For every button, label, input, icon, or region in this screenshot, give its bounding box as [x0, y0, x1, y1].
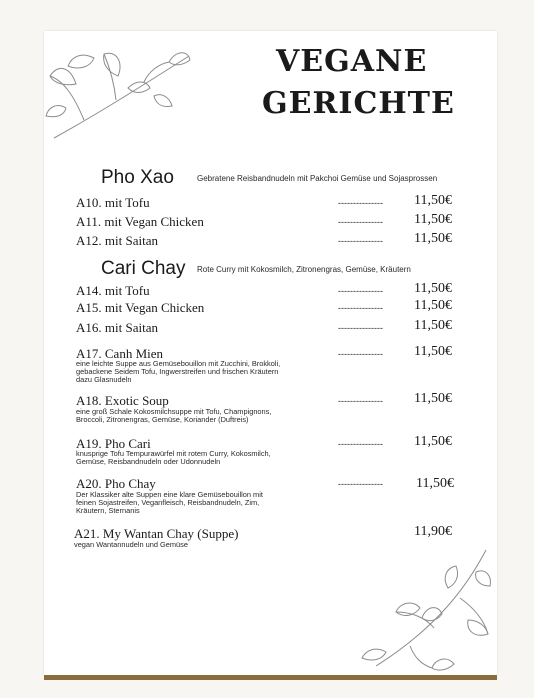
menu-item-price: 11,50€	[414, 391, 452, 406]
section-description: Gebratene Reisbandnudeln mit Pakchoi Gemüse und Sojasprossen	[197, 174, 438, 183]
menu-title-line2: GERICHTE	[262, 86, 455, 121]
dash-leader: ---------------	[338, 439, 383, 449]
menu-item-name: A10. mit Tofu	[76, 195, 150, 210]
menu-item-name: A18. Exotic Soup	[76, 393, 169, 408]
dash-leader: ---------------	[338, 236, 383, 246]
menu-item-price: 11,50€	[414, 344, 452, 359]
menu-item-price: 11,50€	[414, 281, 452, 296]
menu-item-name: A14. mit Tofu	[76, 283, 150, 298]
section-title: Pho Xao	[101, 167, 174, 188]
menu-item-name: A17. Canh Mien	[76, 346, 164, 361]
menu-item-name: A15. mit Vegan Chicken	[76, 300, 205, 315]
menu-item-price: 11,50€	[414, 193, 452, 208]
leaf-branch-icon	[356, 548, 492, 672]
menu-item-description: vegan Wantannudeln und Gemüse	[74, 540, 188, 549]
menu-item-price: 11,50€	[414, 298, 452, 313]
menu-item-price: 11,50€	[416, 476, 454, 491]
dash-leader: ---------------	[338, 217, 383, 227]
menu-title-line1: VEGANE	[276, 44, 428, 79]
menu-item-name: A11. mit Vegan Chicken	[76, 214, 204, 229]
dash-leader: ---------------	[338, 303, 383, 313]
dash-leader: ---------------	[338, 349, 383, 359]
menu-item-name: A12. mit Saitan	[76, 233, 158, 248]
menu-item-name: A20. Pho Chay	[76, 476, 156, 491]
section-title: Cari Chay	[101, 258, 186, 279]
menu-item-name: A16. mit Saitan	[76, 320, 158, 335]
dash-leader: ---------------	[338, 396, 383, 406]
menu-item-description: eine groß Schale Kokosmilchsuppe mit Tofu, Champignons, Broccoli, Zitronengras, Gemüse, Koriander (Duftreis)	[76, 407, 272, 424]
section-description: Rote Curry mit Kokosmilch, Zitronengras, Gemüse, Kräutern	[197, 265, 411, 274]
menu-item-price: 11,50€	[414, 434, 452, 449]
menu-item-name: A21. My Wantan Chay (Suppe)	[74, 526, 239, 541]
menu-item-name: A19. Pho Cari	[76, 436, 151, 451]
dash-leader: ---------------	[338, 323, 383, 333]
dash-leader: ---------------	[338, 286, 383, 296]
menu-item-price: 11,50€	[414, 212, 452, 227]
leaf-branch-icon	[44, 36, 194, 144]
dash-leader: ---------------	[338, 479, 383, 489]
menu-item-description: knusprige Tofu Tempurawürfel mit rotem Curry, Kokosmilch, Gemüse, Reisbandnudeln oder Udonnudeln	[76, 449, 271, 466]
menu-item-price: 11,90€	[414, 524, 452, 539]
menu-item-price: 11,50€	[414, 318, 452, 333]
menu-item-description: Der Klassiker alte Suppen eine klare Gemüsebouillon mit feinen Sojastreifen, Veganfleisch, Reisbandnudeln, Zim, Kräutern, Sternanis	[76, 490, 263, 515]
menu-item-price: 11,50€	[414, 231, 452, 246]
dash-leader: ---------------	[338, 198, 383, 208]
page-bottom-border	[44, 675, 497, 680]
menu-item-description: eine leichte Suppe aus Gemüsebouillon mit Zucchini, Brokkoli, gebackene Seidem Tofu, Ingwerstreifen und frischen Kräutern dazu Glasnudeln	[76, 359, 281, 384]
